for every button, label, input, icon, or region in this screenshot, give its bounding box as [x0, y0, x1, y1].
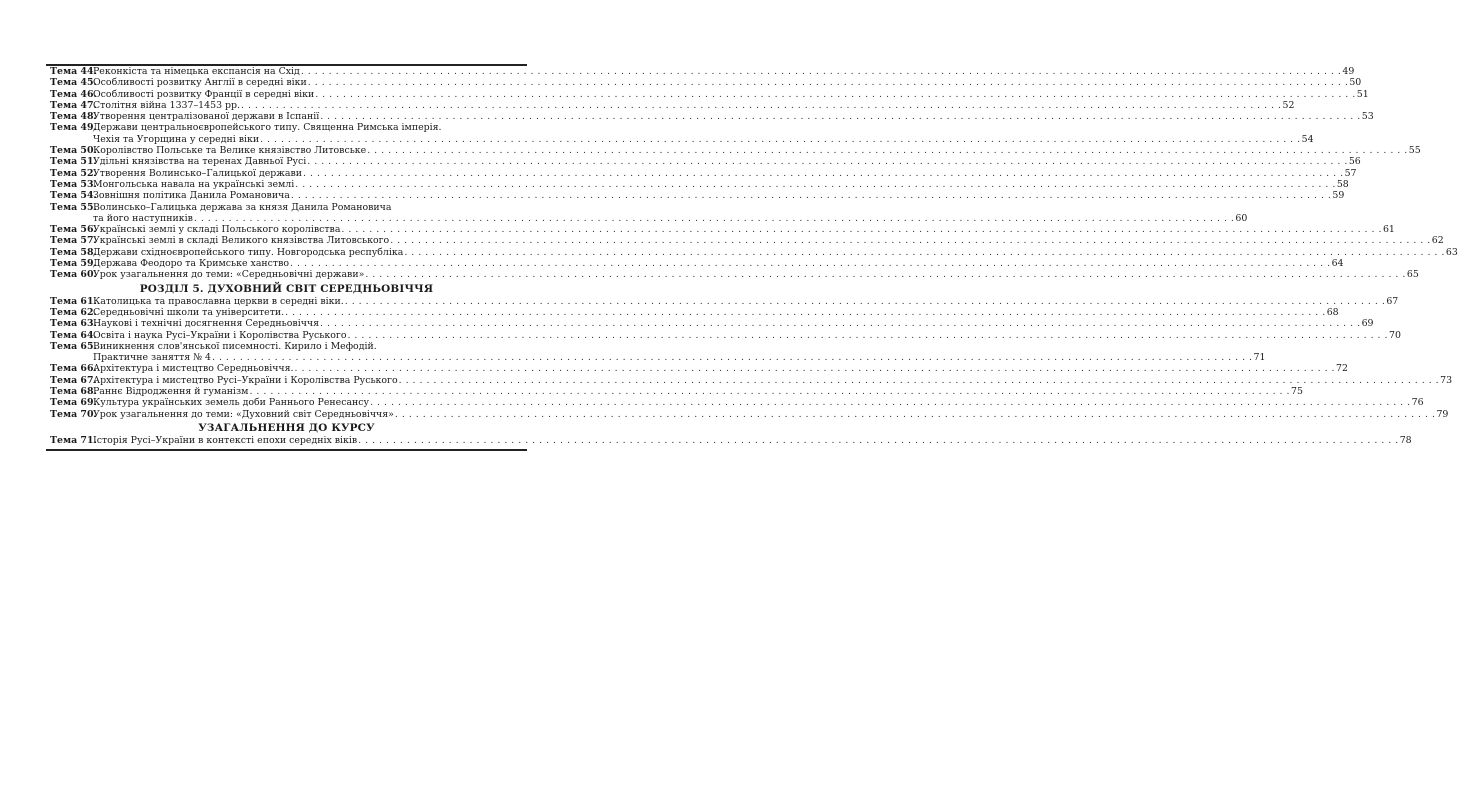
topic-body [93, 178, 1349, 190]
topic-number: Тема 69. [50, 397, 97, 409]
topic-line [93, 295, 1399, 307]
topic-number: Тема 48. [50, 111, 97, 123]
dot-leader [249, 386, 1290, 397]
topic-line [93, 167, 1357, 179]
topic-line [93, 363, 1348, 375]
toc-entry[interactable] [46, 269, 1419, 281]
dot-leader [307, 156, 1348, 167]
topic-number: Тема 51. [50, 156, 97, 168]
topic-number: Тема 50. [50, 145, 97, 157]
topic-title: Середньовічні школи та університети. [93, 306, 285, 318]
dot-leader [301, 66, 1342, 77]
toc-entry[interactable] [46, 340, 1266, 364]
topic-number: Тема 68. [50, 386, 97, 398]
toc-entry[interactable] [46, 145, 1421, 157]
page-number: 68 [1326, 306, 1339, 318]
page-number: 69 [1361, 318, 1374, 330]
topic-line [93, 434, 1412, 446]
topic-title: Раннє Відродження й гуманізм [93, 386, 249, 398]
topic-number: Тема 53. [50, 178, 97, 190]
toc-entry[interactable] [46, 66, 1355, 77]
topic-body [93, 99, 1295, 111]
topic-number: Тема 46. [50, 88, 97, 100]
topic-number: Тема 67. [50, 374, 97, 386]
topic-body [93, 318, 1374, 330]
topic-number: Тема 59. [50, 258, 97, 270]
topic-title: Зовнішня політика Данила Романовича [93, 190, 290, 202]
section-heading: РОЗДІЛ 5. ДУХОВНИЙ СВІТ СЕРЕДНЬОВІЧЧЯ [139, 282, 434, 295]
topic-title: Наукові і технічні досягнення Середньовіччя [93, 318, 320, 330]
dot-leader [399, 375, 1440, 386]
toc-entry[interactable] [46, 374, 1453, 386]
dot-leader [285, 307, 1326, 318]
dot-leader [341, 224, 1382, 235]
topic-body [93, 340, 1266, 364]
page-number: 58 [1336, 178, 1349, 190]
dot-leader [347, 330, 1388, 341]
page-number: 53 [1361, 111, 1374, 123]
page-number: 56 [1348, 156, 1361, 168]
page-number: 73 [1440, 374, 1453, 386]
topic-title: Архітектура і мистецтво Середньовіччя. [93, 363, 294, 375]
topic-line [93, 145, 1421, 157]
dot-leader [365, 269, 1406, 280]
topic-body [93, 374, 1453, 386]
dot-leader [320, 318, 1361, 329]
topic-line [93, 329, 1401, 341]
dot-leader [212, 352, 1253, 363]
topic-line [93, 341, 527, 352]
dot-leader [194, 213, 1235, 224]
dot-leader [308, 77, 1349, 88]
toc-entry[interactable] [46, 363, 1348, 375]
topic-line [93, 190, 1345, 202]
bottom-spacer [46, 446, 527, 449]
topic-title: Утворення Волинсько–Галицької держави [93, 167, 303, 179]
topic-number: Тема 55. [50, 201, 97, 213]
topic-line [93, 99, 1295, 111]
topic-body [93, 295, 1399, 307]
topic-body [93, 397, 1424, 409]
topic-number: Тема 64. [50, 329, 97, 341]
toc-entry[interactable] [46, 167, 1357, 179]
topic-number: Тема 56. [50, 224, 97, 236]
topic-body [93, 408, 1449, 420]
toc-entry[interactable] [46, 258, 1344, 270]
topic-number: Тема 70. [50, 408, 97, 420]
topic-line [93, 156, 1361, 168]
page-number: 75 [1291, 386, 1303, 398]
dot-leader [291, 190, 1332, 201]
page-number: 63 [1445, 246, 1458, 258]
topic-body [93, 224, 1395, 236]
page-number: 64 [1331, 258, 1344, 270]
topic-title: Утворення централізованої держави в Іспанії [93, 111, 320, 123]
dot-leader [241, 100, 1282, 111]
topic-line [93, 306, 1339, 318]
topic-body [93, 329, 1401, 341]
dot-leader [370, 397, 1411, 408]
topic-number: Тема 65. [50, 340, 97, 352]
toc-entry[interactable] [46, 201, 1248, 225]
table-of-contents [46, 64, 1458, 451]
page-number: 54 [1301, 133, 1314, 145]
topic-number: Тема 47. [50, 99, 97, 111]
dot-leader [294, 363, 1335, 374]
dot-leader [290, 258, 1331, 269]
topic-number: Тема 62. [50, 306, 97, 318]
page-number: 72 [1336, 363, 1348, 375]
toc-group-a [46, 66, 1458, 281]
topic-title: Особливості розвитку Англії в середні віки [93, 77, 307, 89]
topic-number: Тема 58. [50, 246, 97, 258]
toc-entry[interactable] [46, 386, 1303, 398]
topic-body [93, 235, 1444, 247]
toc-entry[interactable] [46, 224, 1395, 236]
topic-body [93, 201, 1248, 225]
topic-line [93, 224, 1395, 236]
toc-entry[interactable] [46, 434, 1412, 446]
toc-entry[interactable] [46, 235, 1444, 247]
topic-title: Католицька та православна церкви в середні віки. [93, 295, 344, 307]
topic-body [93, 88, 1369, 100]
topic-title: Держави центральноєвропейського типу. Священна Римська імперія. [93, 122, 442, 134]
topic-title: Держава Феодоро та Кримське ханство [93, 258, 290, 270]
topic-title: Українські землі в складі Великого князівства Литовського [93, 235, 390, 247]
topic-title: Монгольська навала на українські землі [93, 178, 295, 190]
toc-entry[interactable] [46, 246, 1458, 258]
topic-line [93, 246, 1458, 258]
topic-line [93, 386, 1303, 398]
topic-title: Виникнення слов'янської писемності. Кирило і Мефодій. [93, 340, 377, 352]
topic-title: Архітектура і мистецтво Русі–України і Королівства Руського [93, 374, 398, 386]
topic-line [93, 258, 1344, 270]
topic-title: Освіта і наука Русі–України і Королівства Руського [93, 329, 347, 341]
dot-leader [367, 145, 1408, 156]
topic-body [93, 246, 1458, 258]
topic-line [93, 408, 1449, 420]
page-number: 49 [1342, 66, 1355, 77]
topic-body [93, 269, 1419, 281]
page-number: 57 [1344, 167, 1357, 179]
page-number: 71 [1253, 352, 1266, 364]
topic-title: Держави східноєвропейського типу. Новгородська республіка [93, 246, 404, 258]
topic-body [93, 167, 1357, 179]
topic-number: Тема 66. [50, 363, 97, 375]
topic-body [93, 258, 1344, 270]
toc-entry[interactable] [46, 306, 1339, 318]
toc-entry[interactable] [46, 329, 1401, 341]
dot-leader [295, 179, 1336, 190]
dot-leader [320, 111, 1361, 122]
topic-title: Реконкіста та німецька експансія на Схід [93, 66, 300, 77]
topic-line [93, 269, 1419, 281]
topic-body [93, 434, 1412, 446]
topic-title: Урок узагальнення до теми: «Середньовічні держави» [93, 269, 365, 281]
summary-heading: УЗАГАЛЬНЕННЯ ДО КУРСУ [198, 421, 375, 434]
toc-entry[interactable] [46, 408, 1449, 420]
topic-line [93, 212, 1248, 224]
toc-entry[interactable] [46, 88, 1369, 100]
topic-body [93, 77, 1362, 89]
topic-body [93, 111, 1374, 123]
dot-leader [404, 247, 1445, 258]
topic-title: Історія Русі–України в контексті епохи середніх віків [93, 434, 358, 446]
page-number: 59 [1332, 190, 1345, 202]
topic-body [93, 122, 1314, 145]
topic-line [93, 235, 1444, 247]
topic-body [93, 306, 1339, 318]
topic-body [93, 386, 1303, 398]
topic-line [93, 133, 1314, 145]
page-number: 67 [1386, 295, 1399, 307]
page-number: 65 [1406, 269, 1419, 281]
topic-title: Практичне заняття № 4 [93, 352, 211, 364]
topic-title: Королівство Польське та Велике князівство Литовське [93, 145, 367, 157]
topic-number: Тема 52. [50, 167, 97, 179]
topic-number: Тема 63. [50, 318, 97, 330]
toc-entry[interactable] [46, 190, 1345, 202]
toc-entry[interactable] [46, 77, 1362, 89]
topic-line [93, 352, 1266, 364]
dot-leader [303, 168, 1344, 179]
toc-entry[interactable] [46, 111, 1374, 123]
topic-title: Українські землі у складі Польського королівства [93, 224, 341, 236]
page-number: 55 [1408, 145, 1421, 157]
topic-number: Тема 49. [50, 122, 97, 134]
topic-title: Столітня війна 1337–1453 рр. [93, 99, 240, 111]
topic-number: Тема 45. [50, 77, 97, 89]
page-number: 70 [1389, 329, 1401, 341]
topic-body [93, 190, 1345, 202]
page-number: 79 [1436, 408, 1449, 420]
topic-title: Урок узагальнення до теми: «Духовний світ Середньовіччя» [93, 408, 394, 420]
topic-body [93, 145, 1421, 157]
page-number: 76 [1411, 397, 1424, 409]
topic-body [93, 66, 1355, 77]
toc-group-b [46, 295, 1453, 420]
topic-body [93, 363, 1348, 375]
topic-line [93, 374, 1453, 386]
topic-number: Тема 61. [50, 295, 97, 307]
toc-entry[interactable] [46, 295, 1399, 307]
toc-entry[interactable] [46, 178, 1349, 190]
topic-title: Чехія та Угорщина у середні віки [93, 133, 260, 145]
topic-title: Удільні князівства на теренах Давньої Русі [93, 156, 307, 168]
topic-body [93, 156, 1361, 168]
topic-number: Тема 71. [50, 434, 97, 446]
topic-title: Культура українських земель доби Раннього Ренесансу [93, 397, 370, 409]
topic-number: Тема 57. [50, 235, 97, 247]
toc-group-c [46, 434, 1412, 446]
toc-entry[interactable] [46, 318, 1374, 330]
toc-entry[interactable] [46, 156, 1361, 168]
topic-line [93, 77, 1362, 89]
topic-title: та його наступників [93, 212, 193, 224]
topic-line [93, 122, 527, 133]
topic-title: Волинсько–Галицька держава за князя Данила Романовича [93, 201, 392, 213]
page-number: 78 [1399, 434, 1412, 446]
dot-leader [390, 235, 1431, 246]
topic-line [93, 88, 1369, 100]
page-number: 61 [1382, 224, 1395, 236]
topic-line [93, 397, 1424, 409]
topic-line [93, 318, 1374, 330]
toc-entry[interactable] [46, 99, 1295, 111]
topic-number: Тема 60. [50, 269, 97, 281]
topic-line [93, 202, 527, 213]
page-number: 52 [1282, 99, 1295, 111]
page-number: 60 [1235, 212, 1248, 224]
topic-number: Тема 44. [50, 66, 97, 77]
topic-line [93, 111, 1374, 123]
topic-line [93, 66, 1355, 77]
toc-entry[interactable] [46, 122, 1314, 145]
topic-title: Особливості розвитку Франції в середні віки [93, 88, 315, 100]
dot-leader [345, 296, 1386, 307]
dot-leader [260, 134, 1301, 145]
topic-number: Тема 54. [50, 190, 97, 202]
page-number: 51 [1356, 88, 1369, 100]
toc-entry[interactable] [46, 397, 1424, 409]
dot-leader [395, 409, 1436, 420]
page-number: 50 [1349, 77, 1362, 89]
dot-leader [315, 89, 1356, 100]
dot-leader [358, 435, 1399, 446]
topic-line [93, 178, 1349, 190]
page-number: 62 [1431, 235, 1444, 247]
